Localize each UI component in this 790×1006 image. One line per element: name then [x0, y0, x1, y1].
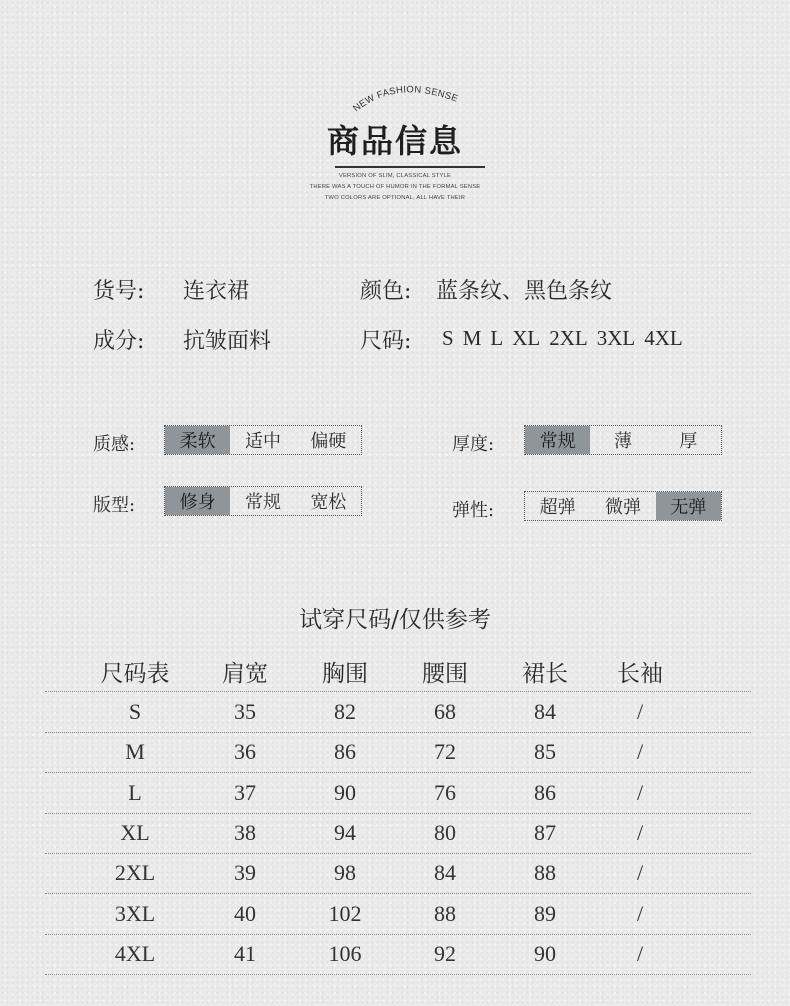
- table-row: [45, 732, 751, 772]
- elasticity-options: [524, 491, 722, 521]
- table-cell: 90: [534, 940, 556, 966]
- table-cell: 86: [334, 739, 356, 765]
- table-cell: S: [128, 699, 142, 724]
- table-cell: 36: [234, 739, 256, 765]
- table-cell: /: [636, 739, 644, 765]
- table-cell: 2XL: [114, 860, 156, 886]
- table-cell: 90: [334, 779, 356, 805]
- table-cell: 82: [334, 699, 356, 724]
- table-row: [45, 773, 751, 813]
- table-cell: M: [125, 739, 145, 765]
- table-header-cell: 裙长: [522, 660, 568, 687]
- item-no-label: 货号:: [93, 279, 145, 304]
- color-value: 蓝条纹、黑色条纹: [436, 279, 613, 304]
- table-cell: 38: [234, 819, 256, 845]
- elasticity-option-slight: 微弹: [604, 497, 641, 518]
- elasticity-option-none: 无弹: [656, 492, 721, 520]
- table-cell: 102: [328, 900, 362, 926]
- table-cell: 37: [234, 779, 256, 805]
- table-cell: /: [636, 860, 644, 886]
- table-cell: 89: [534, 900, 556, 926]
- thickness-option-thick: 厚: [679, 431, 698, 452]
- material-label: 成分:: [93, 329, 145, 354]
- table-cell: XL: [120, 819, 150, 845]
- table-header-cell: 肩宽: [222, 660, 268, 687]
- size-option: 3XL: [596, 326, 636, 350]
- table-cell: 76: [434, 779, 456, 805]
- table-cell: 41: [234, 940, 256, 966]
- texture-label: 质感:: [93, 434, 136, 455]
- table-cell: 92: [434, 940, 456, 966]
- material-value: 抗皱面料: [183, 329, 272, 354]
- size-option: 4XL: [644, 326, 683, 350]
- table-cell: 84: [534, 699, 556, 724]
- thickness-option-thin: 薄: [613, 431, 632, 452]
- thickness-option-regular: 常规: [525, 426, 590, 454]
- fit-option-slim: 修身: [165, 487, 230, 515]
- table-header-cell: 胸围: [322, 660, 368, 687]
- thickness-label: 厚度:: [452, 434, 495, 455]
- table-cell: 84: [434, 860, 456, 886]
- fit-option-loose: 宽松: [310, 492, 347, 513]
- texture-option-soft: 柔软: [165, 426, 230, 454]
- texture-option-stiff: 偏硬: [310, 431, 347, 452]
- table-cell: /: [636, 779, 644, 805]
- size-option: L: [490, 326, 504, 350]
- elasticity-option-super: 超弹: [539, 497, 576, 518]
- table-cell: 88: [434, 900, 456, 926]
- table-header-cell: 腰围: [422, 660, 468, 687]
- table-row: [45, 894, 751, 934]
- table-header-row: [45, 650, 751, 692]
- table-header-cell: 尺码表: [100, 660, 170, 687]
- size-label: 尺码:: [360, 329, 412, 354]
- thickness-options: [524, 425, 722, 455]
- table-cell: 80: [434, 819, 456, 845]
- table-cell: 86: [534, 779, 556, 805]
- table-cell: 98: [334, 860, 356, 886]
- arc-slogan: [330, 78, 470, 118]
- table-cell: /: [636, 900, 644, 926]
- size-option: XL: [512, 326, 541, 350]
- table-cell: 3XL: [114, 900, 156, 926]
- table-row-divider: [45, 974, 751, 975]
- table-header-cell: 长袖: [617, 660, 663, 687]
- page-title: 商品信息: [326, 122, 463, 160]
- size-option: M: [462, 326, 482, 350]
- table-cell: 39: [234, 860, 256, 886]
- table-cell: 88: [534, 860, 556, 886]
- table-cell: 35: [234, 699, 256, 724]
- table-cell: 106: [328, 940, 362, 966]
- color-label: 颜色:: [360, 279, 412, 304]
- texture-option-medium: 适中: [244, 431, 281, 452]
- title-underline: [335, 166, 485, 168]
- item-no-value: 连衣裙: [183, 279, 250, 304]
- subtitle-line-2: THERE WAS A TOUCH OF HUMOR IN THE FORMAL SENSE: [309, 184, 481, 190]
- subtitle-line-1: VERSION OF SLIM, CLASSICAL STYLE: [338, 173, 452, 179]
- size-list: [442, 326, 692, 351]
- fit-label: 版型:: [93, 495, 136, 516]
- table-cell: 85: [534, 739, 556, 765]
- table-cell: L: [128, 779, 142, 805]
- fit-options: [164, 486, 362, 516]
- table-row: [45, 692, 751, 732]
- table-cell: /: [636, 819, 644, 845]
- size-table-title: 试穿尺码/仅供参考: [299, 607, 491, 633]
- size-option: S: [442, 326, 454, 350]
- fit-option-regular: 常规: [244, 492, 281, 513]
- table-cell: /: [636, 940, 644, 966]
- table-cell: 4XL: [114, 940, 156, 966]
- table-cell: 40: [234, 900, 256, 926]
- subtitle-line-3: TWO COLORS ARE OPTIONAL, ALL HAVE THEIR: [324, 195, 466, 201]
- table-cell: 68: [434, 699, 456, 724]
- table-cell: 94: [334, 819, 356, 845]
- table-cell: 72: [434, 739, 456, 765]
- table-row: [45, 934, 751, 974]
- table-cell: 87: [534, 819, 556, 845]
- arc-slogan-text: NEW FASHION SENSE: [351, 84, 460, 115]
- table-row: [45, 813, 751, 853]
- texture-options: [164, 425, 362, 455]
- table-row: [45, 853, 751, 893]
- size-option: 2XL: [549, 326, 588, 350]
- elasticity-label: 弹性:: [452, 500, 495, 521]
- table-cell: /: [636, 699, 644, 724]
